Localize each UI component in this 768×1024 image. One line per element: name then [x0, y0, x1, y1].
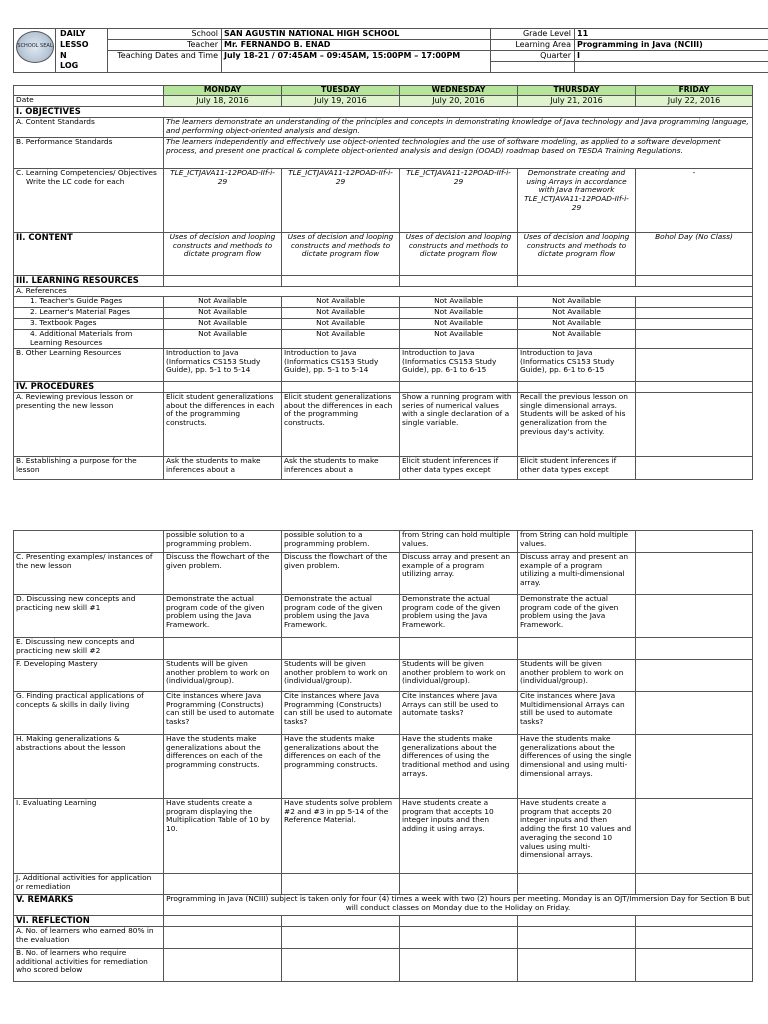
resource-cell: Not Available: [164, 319, 282, 330]
dll-grid-page-1: [13, 85, 753, 480]
blank-cell: [164, 638, 282, 660]
blank-cell: [282, 874, 400, 895]
resource-cell: Not Available: [518, 297, 636, 308]
blank-cell: [636, 916, 753, 927]
procedure-cell: Elicit student generalizations about the differences in each of the programming constructs.: [164, 393, 282, 457]
lc-cell: -: [636, 169, 753, 233]
row-label: A. Reviewing previous lesson or presenting the new lesson: [14, 393, 164, 457]
blank-cell: [14, 86, 164, 96]
resource-cell: Not Available: [518, 308, 636, 319]
row-label: I. Evaluating Learning: [14, 799, 164, 874]
blank-cell: [164, 382, 282, 393]
row-label: 3. Textbook Pages: [14, 319, 164, 330]
procedure-cell: [636, 692, 753, 735]
remarks-text: Programming in Java (NCIII) subject is taken only for four (4) times a week with two (2) hours per meeting. Monday is an OJT/Immersion Day for Section B but will conduct classes on Monday due to the Holiday on Friday.: [164, 895, 753, 916]
procedure-cell: [636, 595, 753, 638]
section-heading: VI. REFLECTION: [14, 916, 164, 927]
procedure-cell: Students will be given another problem to work on (individual/group).: [164, 660, 282, 692]
teaching-dates-value: July 18-21 / 07:45AM – 09:45AM, 15:00PM – 17:00PM: [222, 51, 491, 73]
procedure-cell: Discuss the flowchart of the given problem.: [164, 553, 282, 595]
procedure-cell: Discuss array and present an example of a program utilizing array.: [400, 553, 518, 595]
row-label: 4. Additional Materials from Learning Resources: [14, 330, 164, 349]
blank-cell: [282, 276, 400, 287]
row-label: G. Finding practical applications of concepts & skills in daily living: [14, 692, 164, 735]
school-value: SAN AGUSTIN NATIONAL HIGH SCHOOL: [222, 29, 491, 40]
header-table: [13, 28, 768, 73]
section-heading: I. OBJECTIVES: [14, 107, 753, 118]
blank-cell: [282, 916, 400, 927]
section-heading: V. REMARKS: [14, 895, 164, 916]
row-label: F. Developing Mastery: [14, 660, 164, 692]
blank-cell: [400, 638, 518, 660]
row-label: B. Other Learning Resources: [14, 349, 164, 382]
procedure-cell: Discuss array and present an example of a program utilizing a multi-dimensional array.: [518, 553, 636, 595]
procedure-cell: Have the students make generalizations about the differences on each of the programming constructs.: [164, 735, 282, 799]
content-cell: Uses of decision and looping constructs and methods to dictate program flow: [164, 233, 282, 276]
procedure-cell: [636, 660, 753, 692]
row-label: 2. Learner's Material Pages: [14, 308, 164, 319]
section-heading: IV. PROCEDURES: [14, 382, 164, 393]
resource-cell: [636, 330, 753, 349]
resource-cell: Not Available: [282, 297, 400, 308]
row-label: B. No. of learners who require additional activities for remediation who scored below: [14, 949, 164, 982]
row-label: B. Establishing a purpose for the lesson: [14, 457, 164, 480]
section-heading: III. LEARNING RESOURCES: [14, 276, 164, 287]
blank-cell: [491, 62, 575, 73]
blank-cell: [636, 638, 753, 660]
lc-cell: TLE_ICTJAVA11-12POAD-IIf-i-29: [282, 169, 400, 233]
blank-cell: [282, 949, 400, 982]
procedure-cell: Have students solve problem #2 and #3 in pp 5-14 of the Reference Material.: [282, 799, 400, 874]
procedure-cell: Students will be given another problem to work on (individual/group).: [400, 660, 518, 692]
blank-cell: [164, 927, 282, 949]
resource-cell: Not Available: [282, 319, 400, 330]
day-header: THURSDAY: [518, 86, 636, 96]
resource-cell: Not Available: [400, 319, 518, 330]
blank-cell: [400, 916, 518, 927]
blank-cell: [518, 949, 636, 982]
day-header: FRIDAY: [636, 86, 753, 96]
content-cell: Uses of decision and looping constructs and methods to dictate program flow: [282, 233, 400, 276]
procedure-cell: Demonstrate the actual program code of the given problem using the Java Framework.: [400, 595, 518, 638]
blank-cell: [518, 916, 636, 927]
blank-cell: [14, 531, 164, 553]
blank-cell: [164, 916, 282, 927]
procedure-cell: Ask the students to make inferences about a: [164, 457, 282, 480]
procedure-cell: [636, 531, 753, 553]
blank-cell: [400, 874, 518, 895]
row-label: J. Additional activities for application or remediation: [14, 874, 164, 895]
content-cell: Uses of decision and looping constructs and methods to dictate program flow: [400, 233, 518, 276]
day-header: WEDNESDAY: [400, 86, 518, 96]
blank-cell: [518, 638, 636, 660]
teaching-dates-label: Teaching Dates and Time: [108, 51, 222, 73]
resource-cell: Not Available: [282, 308, 400, 319]
row-label: C. Learning Competencies/ Objectives Write the LC code for each: [14, 169, 164, 233]
lc-cell: TLE_ICTJAVA11-12POAD-IIf-i-29: [164, 169, 282, 233]
procedure-cell: [636, 799, 753, 874]
quarter-value: I: [575, 51, 768, 62]
content-cell: Uses of decision and looping constructs and methods to dictate program flow: [518, 233, 636, 276]
grade-level-value: 11: [575, 29, 768, 40]
date-cell: July 20, 2016: [400, 96, 518, 107]
row-label: B. Performance Standards: [14, 138, 164, 169]
procedure-cell: Have the students make generalizations about the differences on each of the programming constructs.: [282, 735, 400, 799]
resource-cell: Not Available: [518, 319, 636, 330]
quarter-label: Quarter: [491, 51, 575, 62]
procedure-cell: Cite instances where Java Multidimensional Arrays can still be used to automate tasks?: [518, 692, 636, 735]
procedure-cell: Demonstrate the actual program code of the given problem using the Java Framework.: [518, 595, 636, 638]
row-label: A. Content Standards: [14, 118, 164, 138]
row-label: A. No. of learners who earned 80% in the evaluation: [14, 927, 164, 949]
blank-cell: [636, 874, 753, 895]
resource-cell: [636, 319, 753, 330]
grade-level-label: Grade Level: [491, 29, 575, 40]
procedure-cell: Cite instances where Java Programming (Constructs) can still be used to automate tasks?: [164, 692, 282, 735]
date-cell: July 18, 2016: [164, 96, 282, 107]
procedure-cell: Have students create a program that accepts 20 integer inputs and then adding the first 10 values and averaging the second 10 values using multi-dimensional arrays.: [518, 799, 636, 874]
resource-cell: Not Available: [400, 297, 518, 308]
blank-cell: [400, 927, 518, 949]
procedure-cell: Elicit student inferences if other data types except: [400, 457, 518, 480]
references-label: A. References: [14, 287, 753, 297]
row-label: C. Presenting examples/ instances of the new lesson: [14, 553, 164, 595]
resource-cell: [636, 308, 753, 319]
procedure-cell: Have the students make generalizations about the differences of using the single dimensional and using multi-dimensional arrays.: [518, 735, 636, 799]
blank-cell: [282, 382, 400, 393]
lc-cell: TLE_ICTJAVA11-12POAD-IIf-i-29: [400, 169, 518, 233]
row-label: H. Making generalizations & abstractions about the lesson: [14, 735, 164, 799]
procedure-cell: from String can hold multiple values.: [400, 531, 518, 553]
blank-cell: [164, 276, 282, 287]
procedure-cell: Cite instances where Java Arrays can still be used to automate tasks?: [400, 692, 518, 735]
resource-cell: Not Available: [164, 297, 282, 308]
blank-cell: [164, 949, 282, 982]
day-header: MONDAY: [164, 86, 282, 96]
day-header: TUESDAY: [282, 86, 400, 96]
procedure-cell: Have the students make generalizations about the differences of using the traditional method and using arrays.: [400, 735, 518, 799]
procedure-cell: Cite instances where Java Programming (Constructs) can still be used to automate tasks?: [282, 692, 400, 735]
blank-cell: [518, 927, 636, 949]
procedure-cell: Students will be given another problem to work on (individual/group).: [518, 660, 636, 692]
blank-cell: [636, 949, 753, 982]
other-resource-cell: Introduction to Java (Informatics CS153 Study Guide), pp. 5-1 to 5-14: [282, 349, 400, 382]
procedure-cell: Show a running program with series of numerical values with a single declaration of a single variable.: [400, 393, 518, 457]
blank-cell: [518, 382, 636, 393]
procedure-cell: [636, 735, 753, 799]
date-cell: July 21, 2016: [518, 96, 636, 107]
school-seal-icon: SCHOOL SEAL: [16, 31, 54, 63]
procedure-cell: possible solution to a programming problem.: [164, 531, 282, 553]
performance-standards: The learners independently and effectively use object-oriented technologies and the use of software modeling, as applied to a software development process, and present one practical & complete object-oriented analysis and design (OOAD) roadmap based on TESDA Training Regulations.: [164, 138, 753, 169]
procedure-cell: [636, 553, 753, 595]
blank-cell: [636, 382, 753, 393]
procedure-cell: Recall the previous lesson on single dimensional arrays. Students will be asked of his generalization from the previous day's activity.: [518, 393, 636, 457]
date-cell: July 22, 2016: [636, 96, 753, 107]
blank-cell: [575, 62, 768, 73]
content-standards: The learners demonstrate an understanding of the principles and concepts in demonstrating knowledge of Java technology and Java programming language, and performing object-oriented analysis and design.: [164, 118, 753, 138]
procedure-cell: Ask the students to make inferences about a: [282, 457, 400, 480]
procedure-cell: Have students create a program that accepts 10 integer inputs and then adding it using arrays.: [400, 799, 518, 874]
procedure-cell: possible solution to a programming problem.: [282, 531, 400, 553]
other-resource-cell: Introduction to Java (Informatics CS153 Study Guide), pp. 6-1 to 6-15: [400, 349, 518, 382]
other-resource-cell: Introduction to Java (Informatics CS153 Study Guide), pp. 5-1 to 5-14: [164, 349, 282, 382]
row-label: 1. Teacher's Guide Pages: [14, 297, 164, 308]
blank-cell: [636, 276, 753, 287]
content-cell: Bohol Day (No Class): [636, 233, 753, 276]
blank-cell: [518, 276, 636, 287]
document-title: DAILY LESSO N LOG: [56, 29, 108, 73]
procedure-cell: Discuss the flowchart of the given problem.: [282, 553, 400, 595]
lc-cell: Demonstrate creating and using Arrays in accordance with Java framework TLE_ICTJAVA11-12POAD-IIf-i-29: [518, 169, 636, 233]
resource-cell: Not Available: [164, 330, 282, 349]
logo-cell: [14, 29, 56, 73]
dll-grid-page-2: [13, 530, 753, 982]
blank-cell: [636, 927, 753, 949]
date-cell: July 19, 2016: [282, 96, 400, 107]
teacher-value: Mr. FERNANDO B. ENAD: [222, 40, 491, 51]
procedure-cell: Demonstrate the actual program code of the given problem using the Java Framework.: [282, 595, 400, 638]
resource-cell: [636, 297, 753, 308]
procedure-cell: Demonstrate the actual program code of the given problem using the Java Framework.: [164, 595, 282, 638]
blank-cell: [518, 874, 636, 895]
blank-cell: [400, 949, 518, 982]
procedure-cell: Students will be given another problem to work on (individual/group).: [282, 660, 400, 692]
other-resource-cell: [636, 349, 753, 382]
blank-cell: [164, 874, 282, 895]
resource-cell: Not Available: [164, 308, 282, 319]
resource-cell: Not Available: [518, 330, 636, 349]
procedure-cell: Elicit student generalizations about the differences in each of the programming constructs.: [282, 393, 400, 457]
learning-area-label: Learning Area: [491, 40, 575, 51]
procedure-cell: Elicit student inferences if other data types except: [518, 457, 636, 480]
resource-cell: Not Available: [400, 308, 518, 319]
blank-cell: [282, 638, 400, 660]
row-label: D. Discussing new concepts and practicing new skill #1: [14, 595, 164, 638]
resource-cell: Not Available: [400, 330, 518, 349]
procedure-cell: [636, 393, 753, 457]
resource-cell: Not Available: [282, 330, 400, 349]
learning-area-value: Programming in Java (NCIII): [575, 40, 768, 51]
teacher-label: Teacher: [108, 40, 222, 51]
blank-cell: [400, 276, 518, 287]
row-label: E. Discussing new concepts and practicing new skill #2: [14, 638, 164, 660]
school-label: School: [108, 29, 222, 40]
procedure-cell: Have students create a program displaying the Multiplication Table of 10 by 10.: [164, 799, 282, 874]
blank-cell: [282, 927, 400, 949]
section-heading: II. CONTENT: [14, 233, 164, 276]
other-resource-cell: Introduction to Java (Informatics CS153 Study Guide), pp. 6-1 to 6-15: [518, 349, 636, 382]
procedure-cell: from String can hold multiple values.: [518, 531, 636, 553]
blank-cell: [400, 382, 518, 393]
date-label: Date: [14, 96, 164, 107]
procedure-cell: [636, 457, 753, 480]
